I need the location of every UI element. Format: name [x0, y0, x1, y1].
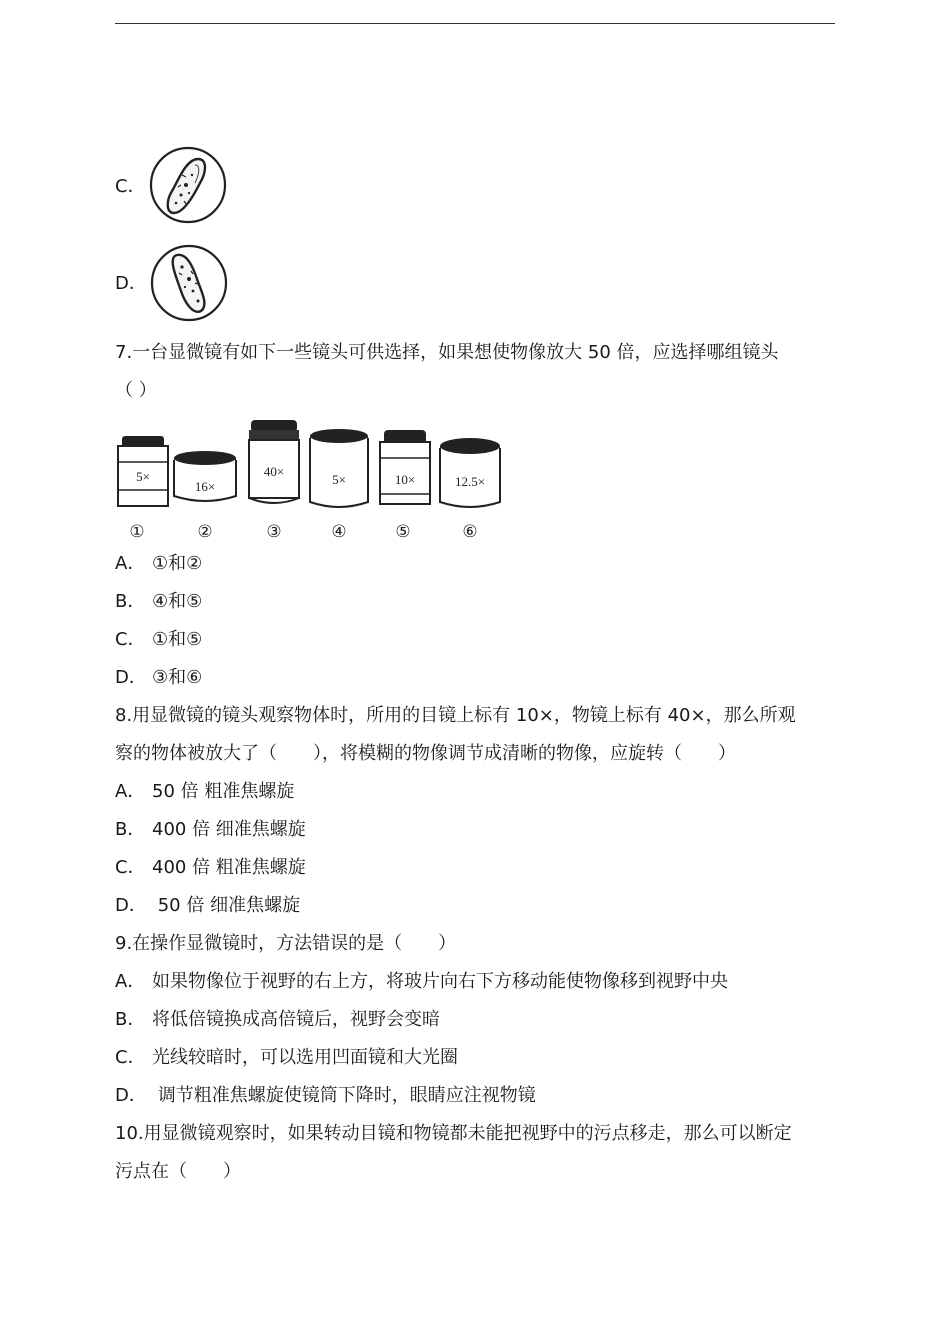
q7-option-d-letter: D． [115, 667, 147, 688]
q7-option-d-text: ③和⑥ [152, 667, 203, 688]
q7-option-d[interactable] [115, 666, 202, 690]
q8-option-c[interactable] [115, 856, 306, 880]
q6-option-d-label: D． [115, 273, 147, 294]
q7-option-c-letter: C． [115, 629, 146, 650]
q10-stem-line1: 10.用显微镜观察时，如果转动目镜和物镜都未能把视野中的污点移走，那么可以断定 [115, 1123, 792, 1144]
lens-4-mark: 5× [332, 472, 346, 487]
q8-option-d[interactable] [115, 894, 300, 918]
q7-option-b-letter: B． [115, 591, 146, 612]
q9-stem: 9.在操作显微镜时，方法错误的是（ ） [115, 933, 457, 954]
q9-option-d-text: 调节粗准焦螺旋使镜筒下降时，眼睛应注视物镜 [152, 1085, 536, 1106]
lens-5 [380, 430, 430, 541]
lens-1-mark: 5× [136, 469, 150, 484]
lens-3-mark: 40× [263, 464, 285, 479]
q8-option-c-letter: C． [115, 857, 146, 878]
q8-option-b-letter: B． [115, 819, 146, 840]
q7-option-a-text: ①和② [152, 553, 203, 574]
lens-4-num: ④ [331, 522, 347, 541]
header-rule [115, 23, 835, 24]
lens-2-mark: 16× [194, 479, 216, 494]
q9-option-c[interactable] [115, 1046, 458, 1070]
cell-diagram-c [148, 145, 228, 225]
q9-option-a[interactable] [115, 970, 728, 994]
q8-option-a-text: 50 倍 粗准焦螺旋 [152, 781, 295, 802]
q8-option-d-letter: D． [115, 895, 147, 916]
q8-option-a[interactable] [115, 780, 294, 804]
lens-6-mark: 12.5× [454, 474, 486, 489]
q7-stem-line1: 7.一台显微镜有如下一些镜头可供选择，如果想使物像放大 50 倍，应选择哪组镜头 [115, 342, 779, 363]
q9-option-a-text: 如果物像位于视野的右上方，将玻片向右下方移动能使物像移到视野中央 [152, 971, 728, 992]
lens-5-num: ⑤ [395, 522, 411, 541]
q8-option-c-text: 400 倍 粗准焦螺旋 [152, 857, 306, 878]
q8-stem-line1: 8.用显微镜的镜头观察物体时，所用的目镜上标有 10×，物镜上标有 40×，那么所观 [115, 705, 796, 726]
q9-option-c-text: 光线较暗时，可以选用凹面镜和大光圈 [152, 1047, 458, 1068]
q9-option-d-letter: D． [115, 1085, 147, 1106]
q9-option-b-text: 将低倍镜换成高倍镜后，视野会变暗 [152, 1009, 440, 1030]
q6-option-d[interactable] [115, 272, 147, 296]
q8-option-d-text: 50 倍 细准焦螺旋 [152, 895, 301, 916]
q7-option-a-letter: A． [115, 553, 146, 574]
lens-figure [112, 418, 512, 544]
lens-2 [174, 451, 236, 541]
q8-option-a-letter: A． [115, 781, 146, 802]
q7-stem-line2: （ ） [115, 380, 157, 401]
q7-option-b[interactable] [115, 590, 202, 614]
q9-option-a-letter: A． [115, 971, 146, 992]
q9-option-b[interactable] [115, 1008, 440, 1032]
lens-1-num: ① [129, 522, 145, 541]
q8-option-b-text: 400 倍 细准焦螺旋 [152, 819, 306, 840]
lens-2-num: ② [197, 522, 213, 541]
q8-stem-line2: 察的物体被放大了（ ），将模糊的物像调节成清晰的物像，应旋转（ ） [115, 743, 736, 764]
q6-option-c-label: C． [115, 176, 146, 197]
q7-option-b-text: ④和⑤ [152, 591, 203, 612]
lens-6 [440, 438, 500, 541]
q9-option-c-letter: C． [115, 1047, 146, 1068]
q8-option-b[interactable] [115, 818, 306, 842]
q6-option-c[interactable] [115, 175, 146, 199]
lens-3 [249, 420, 299, 541]
cell-diagram-d [149, 243, 229, 323]
q7-option-c-text: ①和⑤ [152, 629, 203, 650]
q9-option-d[interactable] [115, 1084, 536, 1108]
q7-option-a[interactable] [115, 552, 202, 576]
lens-3-num: ③ [266, 522, 282, 541]
q7-option-c[interactable] [115, 628, 202, 652]
q9-option-b-letter: B． [115, 1009, 146, 1030]
lens-4 [310, 429, 368, 541]
q10-stem-line2: 污点在（ ） [115, 1161, 241, 1182]
lens-6-num: ⑥ [462, 522, 478, 541]
lens-5-mark: 10× [394, 472, 416, 487]
lens-1 [118, 436, 168, 541]
